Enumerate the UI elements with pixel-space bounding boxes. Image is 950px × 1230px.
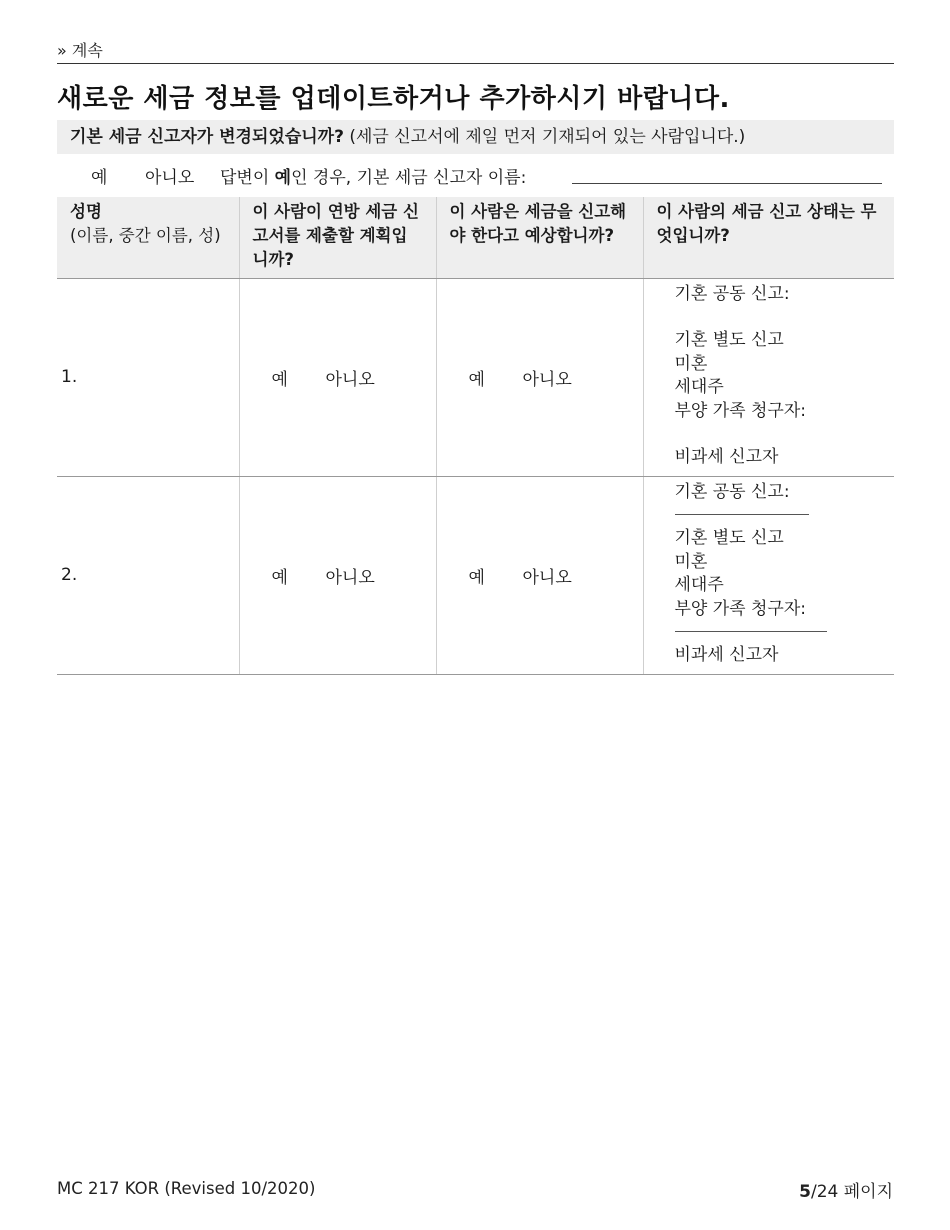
plan-file-yes-option[interactable]: 예 [271, 568, 288, 588]
joint-spouse-name-field[interactable] [675, 504, 895, 527]
primary-filer-no-option[interactable]: 아니오 [145, 168, 195, 188]
if-yes-bold: 예 [274, 168, 292, 188]
header-plan-file: 이 사람이 연방 세금 신고서를 제출할 계획입니까? [239, 197, 436, 278]
plan-file-cell [239, 278, 436, 476]
status-dependent-option[interactable]: 부양 가족 청구자: [674, 598, 806, 619]
table-header-row [57, 197, 894, 278]
page-title: 새로운 세금 정보를 업데이트하거나 추가하시기 바랍니다. [57, 84, 730, 114]
header-filing-status: 이 사람의 세금 신고 상태는 무엇입니까? [643, 197, 894, 278]
dependent-claimer-name-field[interactable] [675, 621, 895, 644]
plan-file-yes-option[interactable]: 예 [271, 370, 288, 390]
plan-file-no-option[interactable]: 아니오 [325, 370, 375, 390]
expect-file-cell [436, 476, 643, 674]
status-married-separate-option[interactable]: 기혼 별도 신고 [674, 330, 784, 350]
if-yes-prefix: 답변이 [220, 168, 275, 188]
table-row [57, 278, 894, 476]
filing-status-cell [643, 476, 894, 674]
expect-file-no-option[interactable]: 아니오 [522, 370, 572, 390]
status-non-filer-option[interactable]: 비과세 신고자 [674, 447, 779, 467]
status-dependent-option[interactable]: 부양 가족 청구자: [674, 400, 806, 421]
page-number [799, 1177, 893, 1202]
status-single-option[interactable]: 미혼 [674, 551, 708, 572]
primary-filer-yes-option[interactable]: 예 [91, 168, 108, 188]
top-divider [57, 63, 894, 64]
page-current: 5 [799, 1182, 811, 1202]
primary-filer-name-field[interactable] [572, 183, 882, 184]
continued-label: » 계속 [57, 41, 103, 60]
primary-filer-question-note: (세금 신고서에 제일 먼저 기재되어 있는 사람입니다.) [349, 127, 746, 147]
status-single-option[interactable]: 미혼 [674, 353, 708, 374]
status-non-filer-option[interactable]: 비과세 신고자 [674, 645, 779, 665]
primary-filer-answer [57, 163, 894, 189]
status-head-of-household-option[interactable]: 세대주 [674, 575, 724, 595]
if-yes-label [220, 163, 526, 188]
status-married-joint-option[interactable]: 기혼 공동 신고: [674, 481, 790, 502]
joint-spouse-name-field[interactable] [675, 306, 895, 329]
plan-file-cell [239, 476, 436, 674]
primary-filer-question [57, 120, 894, 154]
status-head-of-household-option[interactable]: 세대주 [674, 377, 724, 397]
status-married-separate-option[interactable]: 기혼 별도 신고 [674, 528, 784, 548]
expect-file-no-option[interactable]: 아니오 [522, 568, 572, 588]
filing-status-cell [643, 278, 894, 476]
header-name [57, 197, 239, 278]
header-name-sub: (이름, 중간 이름, 성) [70, 226, 221, 245]
table-row [57, 476, 894, 674]
row-number: 1. [57, 278, 239, 476]
status-married-joint-option[interactable]: 기혼 공동 신고: [674, 283, 790, 304]
expect-file-cell [436, 278, 643, 476]
expect-file-yes-option[interactable]: 예 [468, 568, 485, 588]
page-total: /24 페이지 [810, 1182, 893, 1202]
row-number: 2. [57, 476, 239, 674]
primary-filer-question-text: 기본 세금 신고자가 변경되었습니까? [70, 127, 344, 147]
if-yes-suffix: 인 경우, 기본 세금 신고자 이름: [291, 168, 527, 188]
household-tax-table [57, 197, 894, 675]
header-name-text: 성명 [70, 202, 102, 221]
form-identifier: MC 217 KOR (Revised 10/2020) [57, 1179, 316, 1198]
header-expect-file: 이 사람은 세금을 신고해야 한다고 예상합니까? [436, 197, 643, 278]
dependent-claimer-name-field[interactable] [675, 423, 895, 446]
expect-file-yes-option[interactable]: 예 [468, 370, 485, 390]
plan-file-no-option[interactable]: 아니오 [325, 568, 375, 588]
